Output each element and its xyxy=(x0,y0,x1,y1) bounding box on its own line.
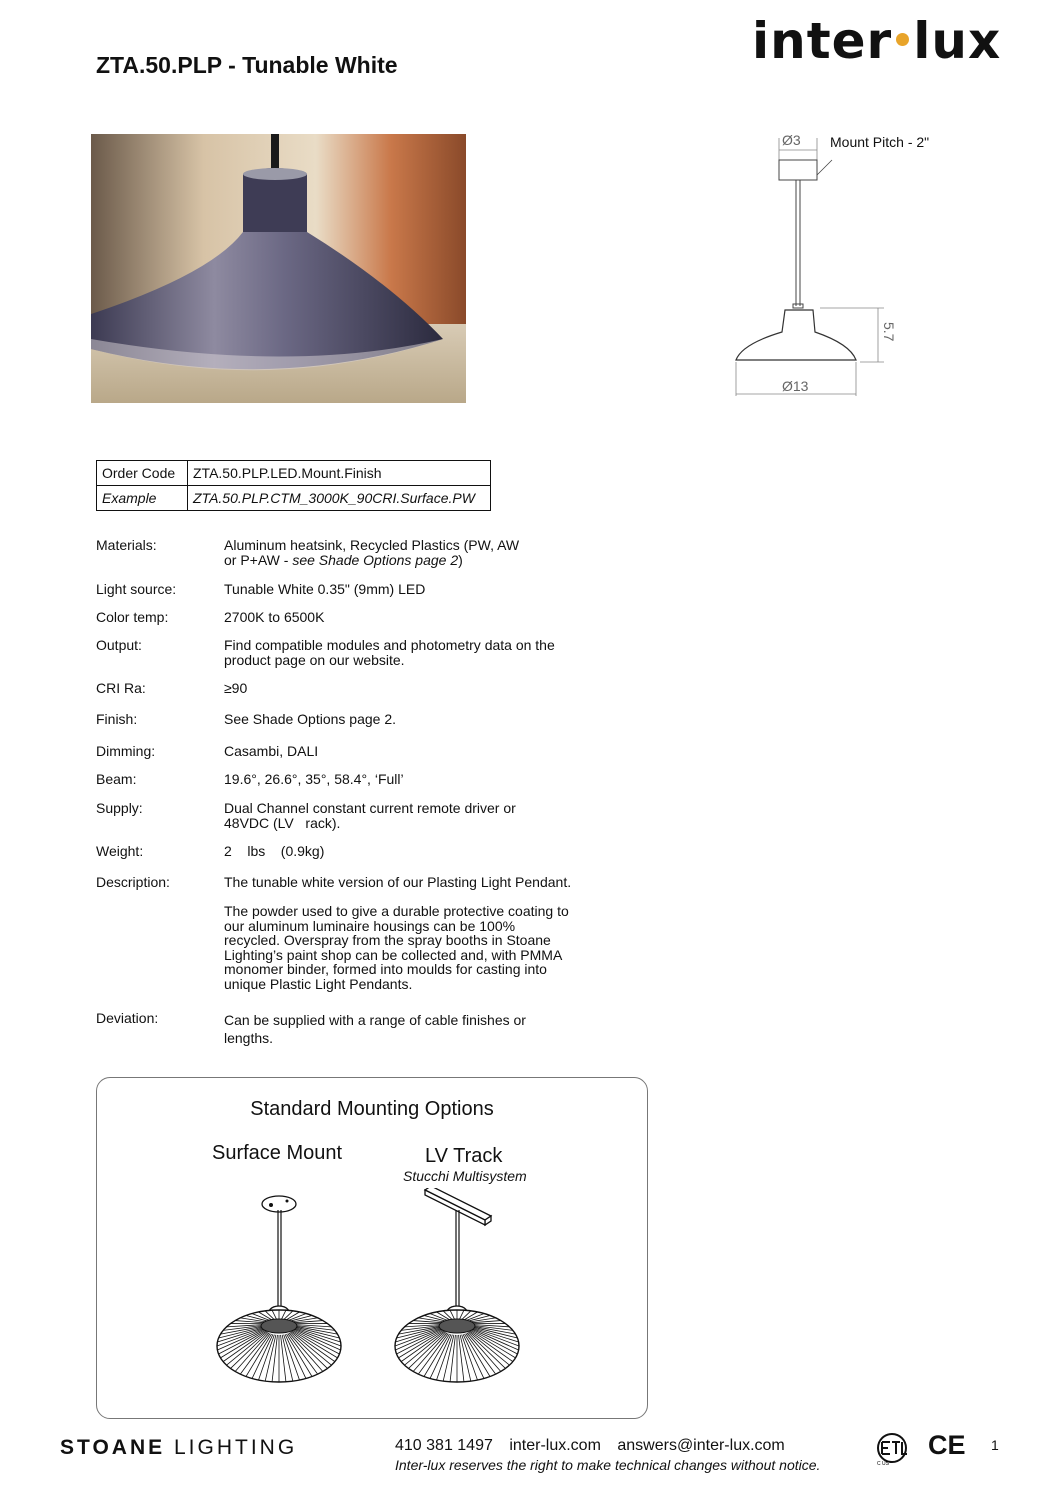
brand-light: LIGHTING xyxy=(165,1436,298,1459)
mounting-title: Standard Mounting Options xyxy=(250,1098,494,1120)
order-code-table xyxy=(96,460,491,511)
spec-value xyxy=(224,904,584,991)
spec-text: or P+AW - xyxy=(224,551,293,568)
surface-mount-drawing xyxy=(217,1196,341,1382)
spec-label: Finish: xyxy=(96,711,138,727)
spec-text-italic: see Shade Options page 2 xyxy=(292,551,459,568)
shade-hub xyxy=(261,1319,297,1333)
spec-value-line: product page on our website. xyxy=(224,651,405,668)
spec-value-line: Dual Channel constant current remote driver or xyxy=(224,800,516,816)
spec-value-line: Can be supplied with a range of cable finishes or xyxy=(224,1012,526,1028)
mounting-drawings xyxy=(197,1188,557,1408)
logo-text-right: lux xyxy=(913,12,1002,70)
spec-value: The tunable white version of our Plasting Light Pendant. xyxy=(224,874,572,890)
footer-web-link[interactable]: inter-lux.com xyxy=(509,1437,601,1454)
spec-label: Color temp: xyxy=(96,609,169,625)
footer-phone[interactable]: 410 381 1497 xyxy=(395,1437,493,1454)
order-code-row xyxy=(97,461,491,486)
spec-value-line: Aluminum heatsink, Recycled Plastics (PW, AW xyxy=(224,537,520,553)
spec-value-line xyxy=(224,553,584,568)
spec-text: ) xyxy=(458,551,463,568)
spec-value xyxy=(224,1011,584,1047)
product-photo xyxy=(91,134,466,403)
spec-value-line: Find compatible modules and photometry data on the xyxy=(224,637,555,653)
logo-text-left: inter xyxy=(752,12,893,70)
page-title: ZTA.50.PLP - Tunable White xyxy=(96,52,398,78)
spec-value: Tunable White 0.35" (9mm) LED xyxy=(224,581,426,597)
spec-label: Weight: xyxy=(96,843,144,859)
logo-dot xyxy=(896,33,909,46)
surface-mount-label: Surface Mount xyxy=(212,1142,343,1164)
spec-value: Casambi, DALI xyxy=(224,743,319,759)
order-example-value: ZTA.50.PLP.CTM_3000K_90CRI.Surface.PW xyxy=(188,486,491,511)
ce-mark-icon: CE xyxy=(928,1430,966,1460)
drawing-height: 5.7 xyxy=(881,322,897,342)
order-example-row xyxy=(97,486,491,511)
mounting-options-panel xyxy=(96,1077,648,1419)
lv-track-label: LV Track xyxy=(425,1145,503,1167)
order-code-label: Order Code xyxy=(97,461,188,486)
spec-value-line: monomer binder, formed into moulds for casting into xyxy=(224,961,547,977)
shade-hub xyxy=(439,1319,475,1333)
spec-value-line: Lighting’s paint shop can be collected and, with PMMA xyxy=(224,946,563,963)
spec-label: Deviation: xyxy=(96,1010,159,1026)
spec-value: See Shade Options page 2. xyxy=(224,711,397,727)
brand-bold: STOANE xyxy=(60,1436,166,1459)
spec-value: ≥90 xyxy=(224,680,248,696)
spec-label: Description: xyxy=(96,874,170,890)
page-number: 1 xyxy=(991,1437,999,1453)
drawing-bottom-dia: Ø13 xyxy=(782,378,809,394)
footer-contact xyxy=(395,1437,797,1455)
order-code-value: ZTA.50.PLP.LED.Mount.Finish xyxy=(188,461,491,486)
spec-value: 19.6°, 26.6°, 35°, 58.4°, ‘Full’ xyxy=(224,771,404,787)
footer-disclaimer: Inter-lux reserves the right to make technical changes without notice. xyxy=(395,1457,821,1473)
interlux-logo xyxy=(752,12,1001,70)
spec-value xyxy=(224,538,584,567)
etl-listed-icon xyxy=(873,1432,913,1466)
spec-label: Beam: xyxy=(96,771,137,787)
lv-track-sublabel: Stucchi Multisystem xyxy=(403,1168,527,1184)
spec-value-line: lengths. xyxy=(224,1030,274,1046)
spec-value: 2700K to 6500K xyxy=(224,609,325,625)
spec-label: Output: xyxy=(96,637,142,653)
drawing-top-dia: Ø3 xyxy=(782,132,801,148)
spec-value-line: recycled. Overspray from the spray booths in Stoane xyxy=(224,932,551,948)
spec-label: Supply: xyxy=(96,800,143,816)
drawing-mount-pitch: Mount Pitch - 2" xyxy=(830,134,930,150)
stoane-lighting-logo xyxy=(60,1436,297,1460)
footer-email-link[interactable]: answers@inter-lux.com xyxy=(617,1437,785,1454)
spec-value-line: The powder used to give a durable protective coating to xyxy=(224,903,569,919)
spec-label: Materials: xyxy=(96,537,157,553)
spec-value: 2 lbs (0.9kg) xyxy=(224,843,325,859)
lv-track-drawing xyxy=(395,1188,519,1382)
svg-text:C US: C US xyxy=(877,1461,889,1466)
spec-value xyxy=(224,801,584,830)
spec-value-line: 48VDC (LV rack). xyxy=(224,814,341,831)
spec-value-line: our aluminum luminaire housings can be 100% xyxy=(224,917,516,934)
spec-label: Light source: xyxy=(96,581,177,597)
technical-drawing xyxy=(720,120,980,410)
spec-label: CRI Ra: xyxy=(96,680,146,696)
spec-value xyxy=(224,638,584,667)
spec-label: Dimming: xyxy=(96,743,156,759)
spec-value-line: unique Plastic Light Pendants. xyxy=(224,975,413,992)
order-example-label: Example xyxy=(97,486,188,511)
